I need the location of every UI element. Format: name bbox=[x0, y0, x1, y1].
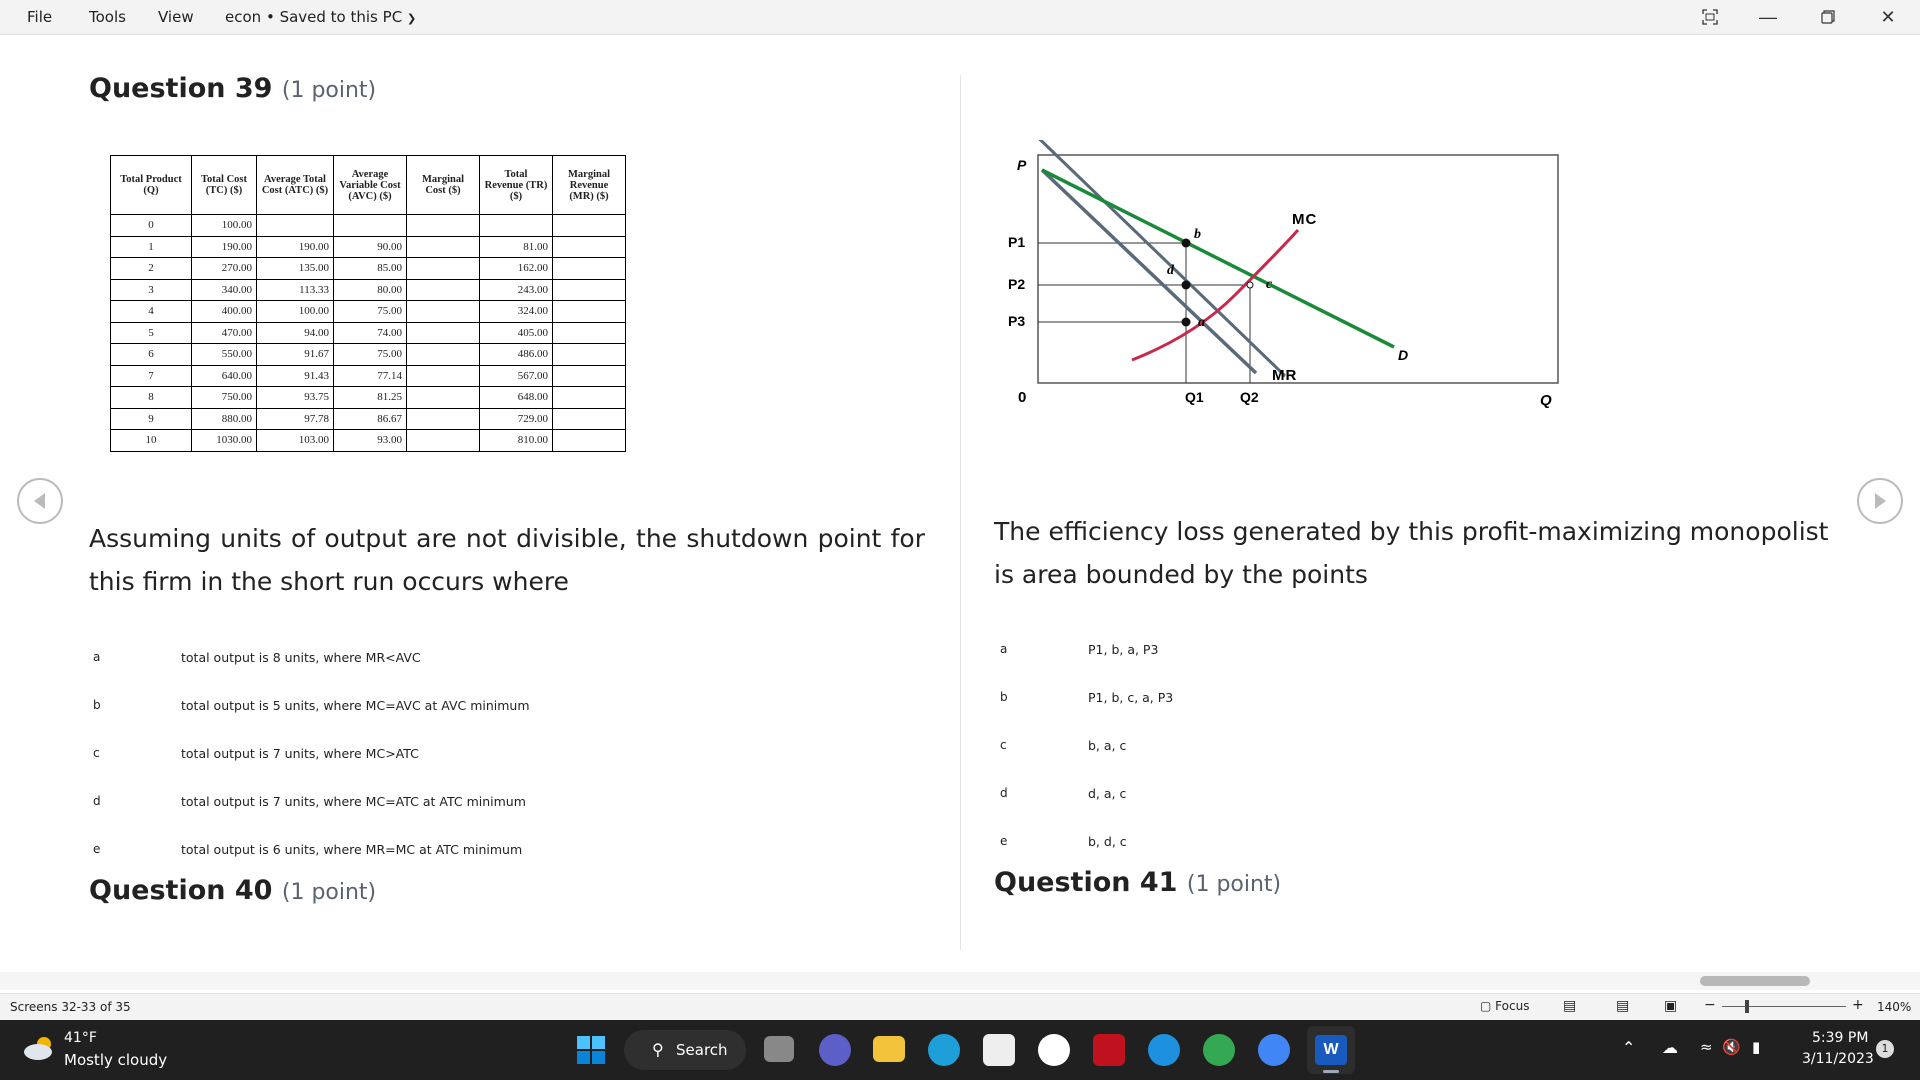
cost-table-cell: 3 bbox=[111, 279, 192, 301]
menu-tools[interactable]: Tools bbox=[89, 8, 126, 26]
option-text: total output is 7 units, where MC>ATC bbox=[181, 746, 419, 761]
cost-table-cell: 810.00 bbox=[480, 430, 553, 452]
cost-table-cell: 750.00 bbox=[192, 387, 257, 409]
option-text: P1, b, a, P3 bbox=[1088, 642, 1159, 657]
title-bar bbox=[0, 0, 1920, 35]
chrome-icon[interactable] bbox=[1203, 1034, 1235, 1066]
question-39-text: Assuming units of output are not divisible, the shutdown point for this firm in the short run occurs where bbox=[89, 524, 925, 596]
header-atc: Average Total Cost (ATC) ($) bbox=[257, 156, 334, 215]
header-total-revenue: Total Revenue (TR) ($) bbox=[480, 156, 553, 215]
point-c bbox=[1247, 282, 1253, 288]
cost-table-cell bbox=[553, 365, 626, 387]
option-text: d, a, c bbox=[1088, 786, 1127, 801]
cost-table-cell: 100.00 bbox=[192, 215, 257, 237]
cost-table-cell: 91.67 bbox=[257, 344, 334, 366]
cost-table-cell bbox=[553, 215, 626, 237]
price-label-p3: P3 bbox=[1008, 313, 1026, 329]
weather-temp: 41°F bbox=[64, 1030, 97, 1046]
cost-table-cell: 162.00 bbox=[480, 258, 553, 280]
cost-table-cell bbox=[407, 236, 480, 258]
arrow-right-icon bbox=[1859, 480, 1901, 522]
option-letter: e bbox=[93, 842, 101, 856]
zoom-slider[interactable] bbox=[1722, 1006, 1846, 1007]
cost-table-cell bbox=[553, 301, 626, 323]
label-demand: D bbox=[1398, 347, 1409, 363]
cost-table-cell bbox=[407, 430, 480, 452]
cost-table-cell: 113.33 bbox=[257, 279, 334, 301]
cost-table-cell bbox=[407, 408, 480, 430]
start-button[interactable] bbox=[576, 1035, 606, 1065]
option-text: b, d, c bbox=[1088, 834, 1127, 849]
cost-table-cell bbox=[553, 344, 626, 366]
cost-table-cell bbox=[480, 215, 553, 237]
web-layout-icon[interactable]: ▣ bbox=[1664, 998, 1678, 1014]
cost-table-cell: 4 bbox=[111, 301, 192, 323]
header-avc: Average Variable Cost (AVC) ($) bbox=[334, 156, 407, 215]
menu-view[interactable]: View bbox=[158, 8, 194, 26]
cost-table-cell bbox=[334, 215, 407, 237]
label-point-c: c bbox=[1266, 277, 1273, 292]
taskbar-search[interactable] bbox=[624, 1030, 746, 1070]
question-39-title bbox=[89, 73, 376, 104]
option-letter: d bbox=[1000, 786, 1008, 800]
windows-icon bbox=[576, 1035, 606, 1065]
cost-table-cell: 81.25 bbox=[334, 387, 407, 409]
clock-date[interactable]: 3/11/2023 bbox=[1802, 1051, 1874, 1067]
next-screen-button[interactable] bbox=[1857, 478, 1903, 524]
chrome-profile-icon[interactable] bbox=[1258, 1034, 1290, 1066]
zoom-in-icon[interactable]: + bbox=[1852, 997, 1864, 1013]
question-40-title bbox=[89, 875, 376, 906]
label-mr: MR bbox=[1272, 367, 1298, 384]
focus-mode-icon[interactable] bbox=[1690, 4, 1730, 30]
cost-table-cell bbox=[407, 365, 480, 387]
cost-table-cell: 729.00 bbox=[480, 408, 553, 430]
cost-table-cell: 567.00 bbox=[480, 365, 553, 387]
option-text: total output is 5 units, where MC=AVC at AVC minimum bbox=[181, 698, 530, 713]
question-40-label: Question 40 bbox=[89, 875, 273, 906]
cost-table-cell: 75.00 bbox=[334, 301, 407, 323]
menu-file[interactable]: File bbox=[27, 8, 53, 26]
minimize-icon[interactable]: — bbox=[1759, 7, 1777, 27]
zoom-level[interactable]: 140% bbox=[1877, 1000, 1912, 1014]
cost-table-cell: 190.00 bbox=[192, 236, 257, 258]
cost-table-cell: 1 bbox=[111, 236, 192, 258]
label-point-a: a bbox=[1198, 315, 1205, 330]
battery-icon[interactable]: ▮ bbox=[1752, 1038, 1761, 1056]
cost-table-cell: 7 bbox=[111, 365, 192, 387]
cost-table-cell bbox=[553, 387, 626, 409]
cost-table-cell bbox=[553, 322, 626, 344]
cost-table-cell: 190.00 bbox=[257, 236, 334, 258]
screen-counter: Screens 32-33 of 35 bbox=[10, 1000, 131, 1014]
word-taskbar-button[interactable] bbox=[1307, 1026, 1355, 1074]
option-letter: a bbox=[1000, 642, 1008, 656]
origin-label: 0 bbox=[1018, 389, 1027, 406]
task-view-icon[interactable] bbox=[764, 1036, 794, 1062]
cost-table-cell bbox=[407, 387, 480, 409]
cost-table-row bbox=[111, 408, 626, 430]
question-41-points: (1 point) bbox=[1186, 872, 1282, 897]
cost-table-row bbox=[111, 344, 626, 366]
axis-label-p: P bbox=[1017, 157, 1027, 173]
cost-table-row bbox=[111, 279, 626, 301]
cost-table-cell: 2 bbox=[111, 258, 192, 280]
status-bar bbox=[0, 993, 1920, 1021]
cost-table-cell bbox=[553, 236, 626, 258]
store-icon[interactable] bbox=[983, 1034, 1015, 1066]
cost-table-row bbox=[111, 215, 626, 237]
page-spread bbox=[0, 35, 1920, 970]
cost-table-cell: 91.43 bbox=[257, 365, 334, 387]
restore-icon[interactable] bbox=[1808, 4, 1848, 30]
document-name: econ bbox=[225, 8, 262, 26]
quantity-label-q1: Q1 bbox=[1185, 389, 1204, 405]
question-40-points: (1 point) bbox=[281, 880, 377, 905]
label-point-b: b bbox=[1194, 227, 1201, 242]
point-b bbox=[1182, 239, 1191, 248]
cost-table-cell: 486.00 bbox=[480, 344, 553, 366]
option-letter: e bbox=[1000, 834, 1008, 848]
cost-table-cell bbox=[257, 215, 334, 237]
header-marginal-revenue: Marginal Revenue (MR) ($) bbox=[553, 156, 626, 215]
zoom-out-icon[interactable]: − bbox=[1704, 997, 1716, 1013]
quantity-label-q2: Q2 bbox=[1240, 389, 1259, 405]
horizontal-scrollbar-thumb[interactable] bbox=[1700, 976, 1810, 986]
cost-table-cell: 8 bbox=[111, 387, 192, 409]
cost-table-row bbox=[111, 322, 626, 344]
cost-table-cell: 470.00 bbox=[192, 322, 257, 344]
zoom-slider-thumb[interactable] bbox=[1745, 1000, 1749, 1013]
cost-table bbox=[110, 155, 626, 452]
mc-curve bbox=[1132, 230, 1298, 360]
option-text: total output is 8 units, where MR<AVC bbox=[181, 650, 421, 665]
cost-table-cell: 6 bbox=[111, 344, 192, 366]
option-text: total output is 7 units, where MC=ATC at ATC minimum bbox=[181, 794, 526, 809]
cost-table-cell: 80.00 bbox=[334, 279, 407, 301]
chevron-down-icon: ❯ bbox=[406, 12, 417, 25]
cost-table-cell bbox=[553, 430, 626, 452]
mr-curve bbox=[1030, 140, 1285, 376]
cost-table-cell: 324.00 bbox=[480, 301, 553, 323]
cost-table-cell: 94.00 bbox=[257, 322, 334, 344]
file-explorer-icon[interactable] bbox=[873, 1036, 905, 1062]
cost-table-cell: 135.00 bbox=[257, 258, 334, 280]
label-mc: MC bbox=[1292, 211, 1318, 228]
cost-table-cell: 74.00 bbox=[334, 322, 407, 344]
weather-condition: Mostly cloudy bbox=[64, 1051, 168, 1069]
cost-table-cell: 648.00 bbox=[480, 387, 553, 409]
cost-table-cell: 90.00 bbox=[334, 236, 407, 258]
monopoly-graph bbox=[1000, 140, 1580, 500]
cost-table-cell: 640.00 bbox=[192, 365, 257, 387]
horizontal-scrollbar-track[interactable] bbox=[0, 972, 1920, 990]
cost-table-cell bbox=[553, 258, 626, 280]
read-mode-icon[interactable]: ▤ bbox=[1563, 998, 1577, 1014]
cost-table-cell: 270.00 bbox=[192, 258, 257, 280]
cost-table-cell: 880.00 bbox=[192, 408, 257, 430]
print-layout-icon[interactable]: ▤ bbox=[1616, 998, 1630, 1014]
cost-table-row bbox=[111, 387, 626, 409]
speaker-muted-icon[interactable]: 🔇 bbox=[1722, 1038, 1741, 1056]
cost-table-cell: 10 bbox=[111, 430, 192, 452]
notification-badge[interactable]: 1 bbox=[1876, 1040, 1894, 1058]
cost-table-cell bbox=[407, 215, 480, 237]
cost-table-cell: 81.00 bbox=[480, 236, 553, 258]
cost-table-cell: 103.00 bbox=[257, 430, 334, 452]
word-icon: W bbox=[1315, 1035, 1347, 1065]
cost-table-cell: 100.00 bbox=[257, 301, 334, 323]
point-d bbox=[1182, 281, 1191, 290]
axis-label-q: Q bbox=[1540, 392, 1552, 409]
cost-table-cell: 85.00 bbox=[334, 258, 407, 280]
weather-widget[interactable] bbox=[22, 1034, 56, 1067]
active-indicator bbox=[1323, 1070, 1339, 1073]
cost-table-cell: 5 bbox=[111, 322, 192, 344]
search-icon: ⚲ bbox=[652, 1042, 664, 1059]
cost-table-cell: 9 bbox=[111, 408, 192, 430]
cloudy-icon bbox=[22, 1034, 56, 1062]
cost-table-cell bbox=[553, 279, 626, 301]
cost-table-cell: 550.00 bbox=[192, 344, 257, 366]
option-letter: b bbox=[93, 698, 101, 712]
cost-table-cell: 243.00 bbox=[480, 279, 553, 301]
question-41-label: Question 41 bbox=[994, 867, 1178, 898]
cost-table-cell bbox=[407, 258, 480, 280]
cost-table-cell bbox=[407, 301, 480, 323]
question-39-points: (1 point) bbox=[281, 78, 377, 103]
cost-table-header-row bbox=[111, 156, 626, 215]
chevron-up-icon[interactable]: ⌃ bbox=[1622, 1038, 1636, 1057]
price-label-p2: P2 bbox=[1008, 276, 1026, 292]
cost-table-cell: 86.67 bbox=[334, 408, 407, 430]
option-letter: c bbox=[1000, 738, 1007, 752]
mcafee-icon[interactable] bbox=[1093, 1034, 1125, 1066]
app-circle-icon[interactable] bbox=[1038, 1034, 1070, 1066]
price-label-p1: P1 bbox=[1008, 234, 1026, 250]
cost-table-cell bbox=[407, 344, 480, 366]
focus-icon: ▢ bbox=[1480, 999, 1492, 1013]
teams-chat-icon[interactable] bbox=[819, 1034, 851, 1066]
close-icon[interactable]: ✕ bbox=[1880, 7, 1896, 27]
cost-table-row bbox=[111, 258, 626, 280]
focus-label: Focus bbox=[1495, 999, 1530, 1013]
clock-time[interactable]: 5:39 PM bbox=[1812, 1030, 1869, 1046]
header-marginal-cost: Marginal Cost ($) bbox=[407, 156, 480, 215]
cost-table-cell: 97.78 bbox=[257, 408, 334, 430]
header-total-cost: Total Cost (TC) ($) bbox=[192, 156, 257, 215]
cost-table-cell: 75.00 bbox=[334, 344, 407, 366]
page-divider bbox=[960, 75, 961, 950]
question-41-prev-text: The efficiency loss generated by this profit-maximizing monopolist is area bounded by the points bbox=[994, 517, 1829, 589]
demand-curve bbox=[1042, 170, 1394, 347]
wifi-icon[interactable]: ≈ bbox=[1700, 1038, 1713, 1056]
cost-table-cell bbox=[553, 408, 626, 430]
focus-button[interactable] bbox=[1480, 999, 1529, 1013]
previous-screen-button[interactable] bbox=[17, 478, 63, 524]
option-letter: d bbox=[93, 794, 101, 808]
point-a bbox=[1182, 318, 1191, 327]
cost-table-cell: 0 bbox=[111, 215, 192, 237]
search-label: Search bbox=[676, 1041, 728, 1059]
cost-table-row bbox=[111, 430, 626, 452]
cost-table-row bbox=[111, 365, 626, 387]
question-39-label: Question 39 bbox=[89, 73, 273, 104]
help-icon[interactable] bbox=[1148, 1034, 1180, 1066]
cost-table-cell: 405.00 bbox=[480, 322, 553, 344]
edge-icon[interactable] bbox=[928, 1034, 960, 1066]
option-letter: b bbox=[1000, 690, 1008, 704]
save-status: • Saved to this PC bbox=[265, 8, 403, 26]
onedrive-icon[interactable]: ☁ bbox=[1662, 1038, 1678, 1057]
cost-table-cell: 93.00 bbox=[334, 430, 407, 452]
graph-frame bbox=[1038, 155, 1558, 383]
cost-table-row bbox=[111, 301, 626, 323]
option-letter: c bbox=[93, 746, 100, 760]
arrow-left-icon bbox=[19, 480, 61, 522]
cost-table-cell: 400.00 bbox=[192, 301, 257, 323]
header-total-product: Total Product (Q) bbox=[111, 156, 192, 215]
option-text: P1, b, c, a, P3 bbox=[1088, 690, 1174, 705]
option-letter: a bbox=[93, 650, 101, 664]
option-text: total output is 6 units, where MR=MC at ATC minimum bbox=[181, 842, 523, 857]
cost-table-cell: 93.75 bbox=[257, 387, 334, 409]
question-41-title bbox=[994, 867, 1281, 898]
cost-table-row bbox=[111, 236, 626, 258]
cost-table-cell bbox=[407, 322, 480, 344]
option-text: b, a, c bbox=[1088, 738, 1127, 753]
cost-table-cell: 340.00 bbox=[192, 279, 257, 301]
label-point-d: d bbox=[1167, 263, 1174, 278]
taskbar bbox=[0, 1020, 1920, 1080]
cost-table-cell: 1030.00 bbox=[192, 430, 257, 452]
mr-line bbox=[1042, 170, 1256, 373]
document-title[interactable] bbox=[225, 8, 416, 26]
cost-table-cell bbox=[407, 279, 480, 301]
cost-table-cell: 77.14 bbox=[334, 365, 407, 387]
